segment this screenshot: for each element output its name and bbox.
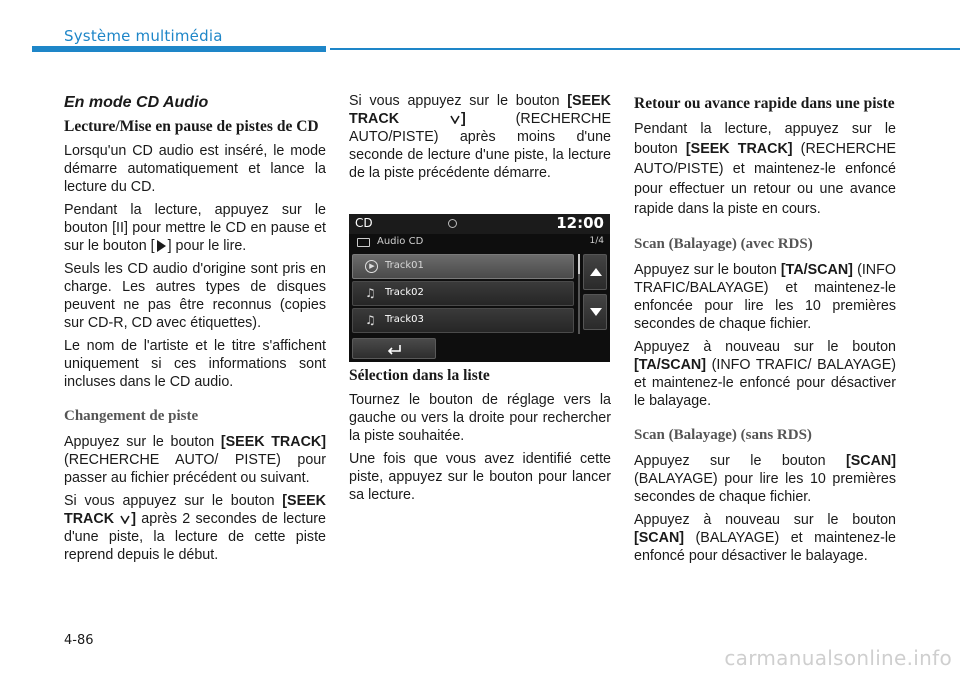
music-note-icon: ♫: [365, 313, 376, 327]
paragraph: Le nom de l'artiste et le titre s'affichent uniquement si ces informations sont incluses dans le CD audio.: [64, 338, 326, 390]
paragraph: Lorsqu'un CD audio est inséré, le mode démarre automatiquement et lance la lecture du CD.: [64, 143, 326, 195]
scroll-down-button[interactable]: [583, 294, 607, 330]
section-title: Système multimédia: [64, 27, 223, 45]
scroll-up-button[interactable]: [583, 254, 607, 290]
header-rule-thin: [330, 48, 960, 50]
arrow-down-icon: [590, 308, 602, 316]
chevron-down-icon: [450, 115, 460, 124]
track-row-1[interactable]: [352, 254, 574, 279]
screen-clock: 12:00: [556, 214, 604, 232]
back-button[interactable]: [352, 338, 436, 359]
play-circle-icon: ▶: [365, 260, 378, 273]
column-middle: [349, 92, 611, 509]
play-icon: [157, 240, 166, 252]
paragraph: Si vous appuyez sur le bouton [SEEK TRACK ] (RECHERCHE AUTO/PISTE) après moins d'une seconde de lecture d'une piste, la lecture de la piste précédente démarre.: [349, 93, 611, 181]
cd-list-screen: [349, 214, 610, 362]
screen-source-label: CD: [355, 216, 373, 230]
back-arrow-icon: [386, 343, 402, 355]
column-left: [64, 92, 326, 569]
paragraph: Appuyez à nouveau sur le bouton [TA/SCAN] (INFO TRAFIC/ BALAYAGE) et maintenez-le enfoncé pour désactiver le balayage.: [634, 339, 896, 409]
chevron-down-icon: [120, 515, 130, 524]
track-label: Track02: [385, 287, 424, 298]
heading-track-change: Changement de piste: [64, 408, 199, 424]
paragraph: Seuls les CD audio d'origine sont pris en charge. Les autres types de disques peuvent ne pas être reconnus (copies sur CD-R, CD avec étiquettes).: [64, 261, 326, 331]
mode-title: En mode CD Audio: [64, 94, 209, 111]
heading-fast-seek: Retour ou avance rapide dans une piste: [634, 95, 895, 112]
paragraph: Pendant la lecture, appuyez sur le bouton [SEEK TRACK] (RECHERCHE AUTO/PISTE) et maintenez-le enfoncé pour effectuer un retour ou une avance rapide dans la piste en cours.: [634, 121, 896, 217]
paragraph: Appuyez sur le bouton [TA/SCAN] (INFO TRAFIC/BALAYAGE) et maintenez-le enfoncée pour lire les 10 premières secondes de chaque fichier.: [634, 262, 896, 332]
paragraph: Si vous appuyez sur le bouton [SEEK TRACK ] après 2 secondes de lecture d'une piste, la lecture de cette piste reprend depuis le début.: [64, 493, 326, 563]
column-right: [634, 92, 896, 570]
disc-icon: [448, 219, 457, 228]
scrollbar-thumb[interactable]: [578, 254, 580, 274]
track-row-3[interactable]: [352, 308, 574, 333]
paragraph: Une fois que vous avez identifié cette piste, appuyez sur le bouton pour lancer sa lecture.: [349, 451, 611, 503]
folder-icon: [357, 238, 370, 247]
paragraph: Appuyez sur le bouton [SEEK TRACK] (RECHERCHE AUTO/ PISTE) pour passer au fichier précédent ou suivant.: [64, 434, 326, 486]
heading-list-selection: Sélection dans la liste: [349, 367, 490, 384]
paragraph: Tournez le bouton de réglage vers la gauche ou vers la droite pour rechercher la piste souhaitée.: [349, 392, 611, 444]
page-number: 4-86: [64, 633, 94, 648]
heading-scan-rds: Scan (Balayage) (avec RDS): [634, 236, 813, 252]
track-label: Track03: [385, 314, 424, 325]
heading-scan-no-rds: Scan (Balayage) (sans RDS): [634, 427, 812, 443]
watermark: carmanualsonline.info: [724, 646, 952, 670]
header-rule-thick: [32, 46, 326, 52]
paragraph: Appuyez sur le bouton [SCAN] (BALAYAGE) pour lire les 10 premières secondes de chaque fichier.: [634, 453, 896, 505]
music-note-icon: ♫: [365, 286, 376, 300]
screen-folder-bar: [349, 234, 610, 251]
page-indicator: 1/4: [589, 236, 604, 246]
arrow-up-icon: [590, 268, 602, 276]
track-label: Track01: [385, 260, 424, 271]
paragraph: Pendant la lecture, appuyez sur le bouton [II] pour mettre le CD en pause et sur le bouton [ ] pour le lire.: [64, 202, 326, 254]
heading-play-pause: Lecture/Mise en pause de pistes de CD: [64, 118, 319, 135]
folder-label: Audio CD: [377, 236, 424, 247]
paragraph: Appuyez à nouveau sur le bouton [SCAN] (BALAYAGE) et maintenez-le enfoncé pour désactiver le balayage.: [634, 512, 896, 564]
track-row-2[interactable]: [352, 281, 574, 306]
